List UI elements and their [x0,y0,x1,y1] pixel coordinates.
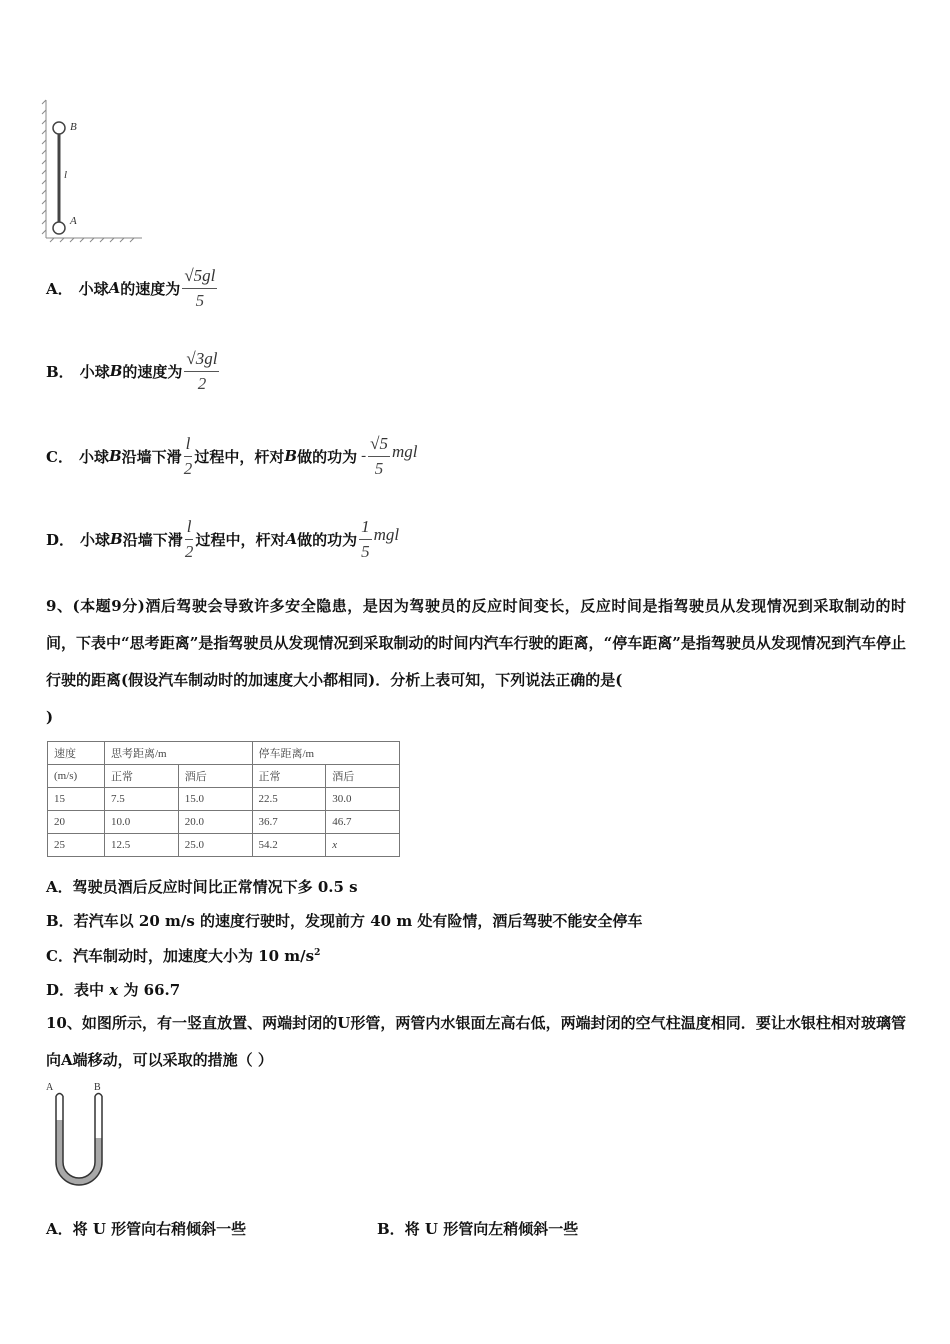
table-cell: (m/s) [48,765,105,788]
q9-option-b: B．若汽车以 20 m/s 的速度行驶时，发现前方 40 m 处有险情，酒后驾驶不能安全停车 [46,912,643,930]
q9-stem: 9、(本题9分)酒后驾驶会导致许多安全隐患，是因为驾驶员的反应时间变长，反应时间是指驾驶员从发现情况到采取制动的时间，下表中“思考距离”是指驾驶员从发现情况到采取制动的时间内汽车行驶的距离，“停车距离”是指驾驶员从发现情况到汽车停止行驶的距离(假设汽车制动时的加速度大小都相同)．分析上表可知，下列说法正确的是( ) [46,597,906,726]
q10-option-a: A．将 U 形管向右稍倾斜一些 [46,1220,247,1238]
table-cell: 酒后 [326,765,400,788]
table-cell: 思考距离/m [105,742,253,765]
table-cell: 正常 [252,765,326,788]
q9-option-d: D．表中 x 为 66.7 [46,981,181,999]
label-b: B [94,1082,101,1093]
fraction: $\frac{1}{5}$ [361,516,370,561]
fraction: $\frac{√5gl}{5}$ [184,265,216,310]
q9-option-c: C．汽车制动时，加速度大小为 10 $m/s^2$ [46,947,321,965]
table-cell: 酒后 [178,765,252,788]
table-row: 25 12.5 25.0 54.2 x [48,834,400,857]
q8-option-b: B． 小球 B 的速度为 $\frac{√3gl}{2}$ [46,348,218,393]
table-row: 15 7.5 15.0 22.5 30.0 [48,788,400,811]
q9-option-a: A．驾驶员酒后反应时间比正常情况下多 0.5 s [46,878,358,896]
label-b: B [70,121,77,133]
label-a: A [46,1082,54,1093]
q8-option-d: D． 小球 B 沿墙下滑 $\frac{l}{2}$ 过程中，杆对 A 做的功为 $\frac{1}{5}$ mgl [46,516,400,561]
q8-option-a: A． 小球 A 的速度为 $\frac{√5gl}{5}$ [46,265,216,310]
fraction: $\frac{√5}{5}$ [370,433,388,478]
q8-option-c: C． 小球 B 沿墙下滑 $\frac{l}{2}$ 过程中，杆对 B 做的功为 - $\frac{√5}{5}$ mgl [46,433,418,478]
table-row: 20 10.0 20.0 36.7 46.7 [48,811,400,834]
rod-wall-figure [40,96,150,246]
table-cell: 正常 [105,765,179,788]
u-tube-figure [44,1080,116,1192]
q9-data-table [47,741,400,857]
q10-stem: 10、如图所示，有一竖直放置、两端封闭的U形管，两管内水银面左高右低，两端封闭的空气柱温度相同．要让水银柱相对玻璃管向A端移动，可以采取的措施（ ） [46,1014,906,1069]
table-cell: 速度 [48,742,105,765]
q10-option-b: B．将 U 形管向左稍倾斜一些 [377,1220,579,1238]
label-l: l [64,169,68,181]
fraction: $\frac{√3gl}{2}$ [186,348,218,393]
table-cell: 停车距离/m [252,742,400,765]
fraction: $\frac{l}{2}$ [184,516,194,561]
ball-b [53,122,65,134]
label-a: A [70,215,77,227]
fraction: $\frac{l}{2}$ [183,433,193,478]
ball-a [53,222,65,234]
